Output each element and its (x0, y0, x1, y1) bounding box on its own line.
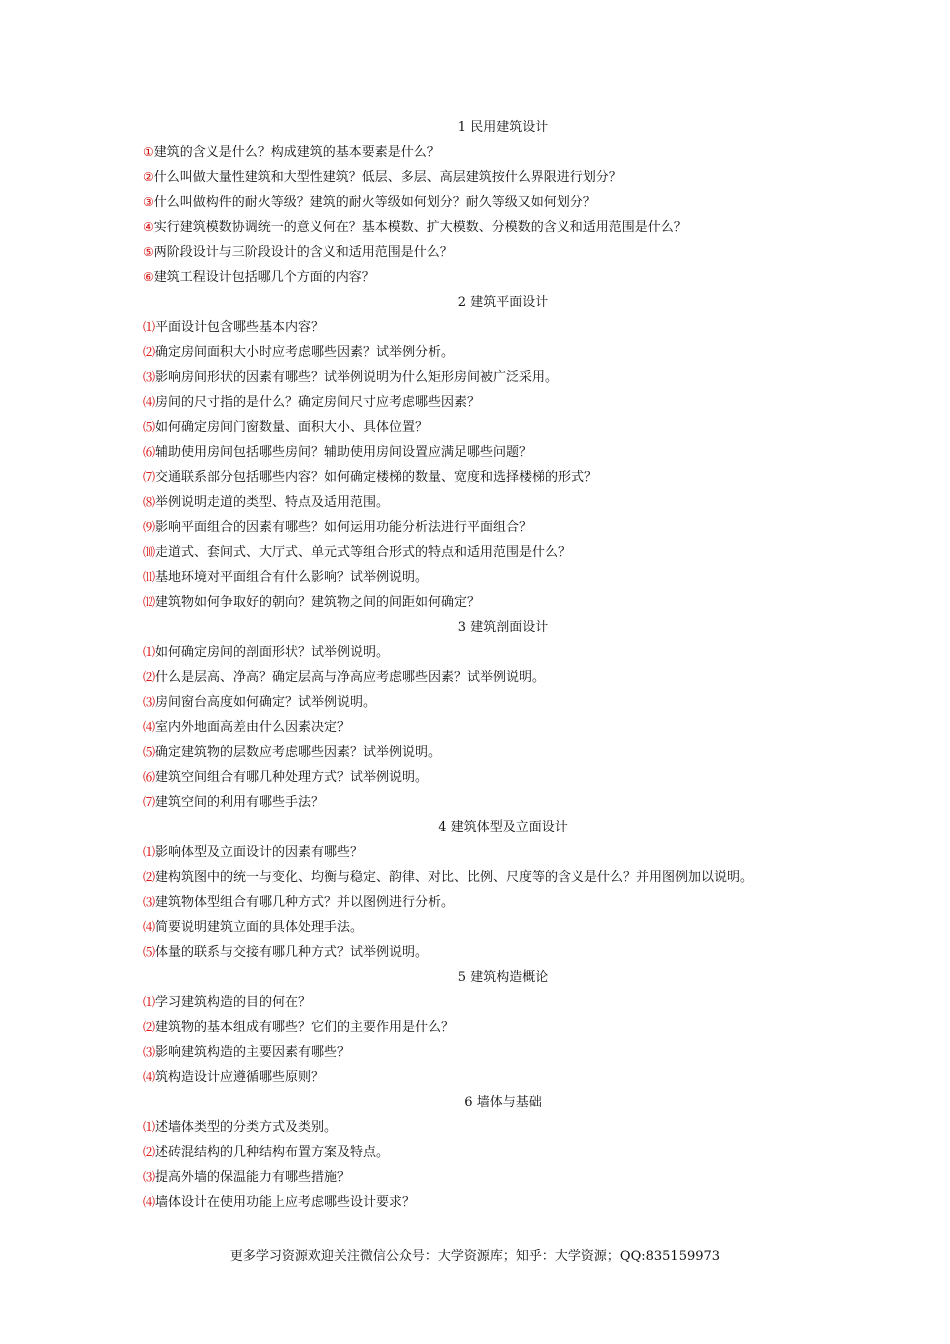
question-item (143, 515, 843, 540)
question-item (143, 490, 843, 515)
question-number: ⑺ (143, 795, 156, 809)
question-text: 室内外地面高差由什么因素决定？ (155, 720, 351, 735)
question-text: 如何确定房间的剖面形状？试举例说明。 (155, 645, 390, 660)
question-number: ⑶ (143, 1170, 156, 1184)
question-number: ⑷ (143, 1070, 156, 1084)
question-text: 墙体设计在使用功能上应考虑哪些设计要求？ (155, 1195, 416, 1210)
question-text: 房间窗台高度如何确定？试举例说明。 (155, 695, 377, 710)
question-text: 简要说明建筑立面的具体处理手法。 (155, 920, 364, 935)
question-text: 建筑物体型组合有哪几种方式？并以图例进行分析。 (155, 895, 455, 910)
question-number: ⑶ (143, 695, 156, 709)
question-text: 平面设计包含哪些基本内容？ (155, 320, 325, 335)
question-number: ⑵ (143, 1020, 156, 1034)
question-text: 两阶段设计与三阶段设计的含义和适用范围是什么？ (153, 245, 453, 260)
question-text: 什么叫做构件的耐火等级？建筑的耐火等级如何划分？耐久等级又如何划分？ (153, 195, 596, 210)
question-item (143, 365, 843, 390)
section-heading: 3 建筑剖面设计 (457, 620, 549, 635)
question-number: ⑴ (143, 845, 156, 859)
question-item (143, 440, 843, 465)
question-text: 体量的联系与交接有哪几种方式？试举例说明。 (155, 945, 429, 960)
question-item (143, 840, 843, 865)
question-text: 什么叫做大量性建筑和大型性建筑？低层、多层、高层建筑按什么界限进行划分？ (153, 170, 622, 185)
question-number: ⑷ (143, 395, 156, 409)
question-item (143, 1190, 843, 1215)
question-text: 影响体型及立面设计的因素有哪些？ (155, 845, 364, 860)
question-number: ⑤ (143, 245, 154, 259)
question-text: 建筑空间的利用有哪些手法？ (155, 795, 325, 810)
question-text: 辅助使用房间包括哪些房间？辅助使用房间设置应满足哪些问题？ (155, 445, 533, 460)
question-item (143, 1015, 843, 1040)
question-item (143, 140, 843, 165)
question-item (143, 865, 843, 890)
question-text: 述墙体类型的分类方式及类别。 (155, 1120, 338, 1135)
question-number: ⑷ (143, 920, 156, 934)
question-number: ⑹ (143, 770, 156, 784)
question-item (143, 915, 843, 940)
question-item (143, 665, 843, 690)
question-number: ⑴ (143, 995, 156, 1009)
question-number: ⑴ (143, 645, 156, 659)
question-item (143, 715, 843, 740)
footer-note: 更多学习资源欢迎关注微信公众号：大学资源库；知乎：大学资源；QQ:835159973 (229, 1249, 721, 1264)
question-number: ② (143, 170, 154, 184)
question-text: 建筑空间组合有哪几种处理方式？试举例说明。 (155, 770, 429, 785)
question-item (143, 465, 843, 490)
question-number: ⑾ (143, 570, 156, 584)
question-text: 述砖混结构的几种结构布置方案及特点。 (155, 1145, 390, 1160)
question-number: ⑽ (143, 545, 156, 559)
question-text: 交通联系部分包括哪些内容？如何确定楼梯的数量、宽度和选择楼梯的形式？ (155, 470, 598, 485)
question-number: ⑸ (143, 420, 156, 434)
question-text: 影响房间形状的因素有哪些？试举例说明为什么矩形房间被广泛采用。 (155, 370, 559, 385)
question-item (143, 640, 843, 665)
question-item (143, 1165, 843, 1190)
question-item (143, 415, 843, 440)
question-item (143, 240, 843, 265)
question-text: 什么是层高、净高？确定层高与净高应考虑哪些因素？试举例说明。 (155, 670, 546, 685)
question-item (143, 740, 843, 765)
question-text: 影响平面组合的因素有哪些？如何运用功能分析法进行平面组合？ (155, 520, 533, 535)
question-number: ⑵ (143, 1145, 156, 1159)
question-number: ⑹ (143, 445, 156, 459)
section-heading: 5 建筑构造概论 (457, 970, 549, 985)
question-number: ⑺ (143, 470, 156, 484)
question-number: ⑥ (143, 270, 154, 284)
question-item (143, 1140, 843, 1165)
question-number: ⑸ (143, 945, 156, 959)
question-number: ⑴ (143, 320, 156, 334)
question-number: ⑶ (143, 895, 156, 909)
question-text: 房间的尺寸指的是什么？确定房间尺寸应考虑哪些因素？ (155, 395, 481, 410)
question-number: ⑷ (143, 720, 156, 734)
question-text: 建筑物的基本组成有哪些？它们的主要作用是什么？ (155, 1020, 455, 1035)
question-item (143, 590, 843, 615)
question-item (143, 215, 843, 240)
question-item (143, 315, 843, 340)
question-number: ③ (143, 195, 154, 209)
question-text: 举例说明走道的类型、特点及适用范围。 (155, 495, 390, 510)
question-text: 建构筑图中的统一与变化、均衡与稳定、韵律、对比、比例、尺度等的含义是什么？并用图例加以说明。 (155, 870, 754, 885)
question-text: 确定房间面积大小时应考虑哪些因素？试举例分析。 (155, 345, 455, 360)
section-heading: 6 墙体与基础 (464, 1095, 542, 1110)
question-number: ⑵ (143, 670, 156, 684)
question-item (143, 565, 843, 590)
question-text: 学习建筑构造的目的何在？ (155, 995, 312, 1010)
question-item (143, 990, 843, 1015)
question-item (143, 690, 843, 715)
question-text: 建筑的含义是什么？构成建筑的基本要素是什么？ (153, 145, 440, 160)
question-item (143, 1115, 843, 1140)
question-number: ⑵ (143, 345, 156, 359)
question-text: 如何确定房间门窗数量、面积大小、具体位置？ (155, 420, 429, 435)
question-number: ⑵ (143, 870, 156, 884)
question-item (143, 390, 843, 415)
question-item (143, 890, 843, 915)
question-item (143, 540, 843, 565)
question-text: 提高外墙的保温能力有哪些措施？ (155, 1170, 351, 1185)
question-item (143, 165, 843, 190)
question-number: ⑸ (143, 745, 156, 759)
question-list (143, 115, 843, 1215)
question-number: ⑿ (143, 595, 156, 609)
question-text: 影响建筑构造的主要因素有哪些？ (155, 1045, 351, 1060)
question-item (143, 265, 843, 290)
question-item (143, 1040, 843, 1065)
question-text: 实行建筑模数协调统一的意义何在？基本模数、扩大模数、分模数的含义和适用范围是什么？ (153, 220, 687, 235)
question-item (143, 790, 843, 815)
question-text: 筑构造设计应遵循哪些原则？ (155, 1070, 325, 1085)
question-number: ① (143, 145, 154, 159)
question-text: 建筑物如何争取好的朝向？建筑物之间的间距如何确定？ (155, 595, 481, 610)
question-number: ⑷ (143, 1195, 156, 1209)
question-number: ⑻ (143, 495, 156, 509)
question-item (143, 940, 843, 965)
question-number: ⑼ (143, 520, 156, 534)
question-text: 确定建筑物的层数应考虑哪些因素？试举例说明。 (155, 745, 442, 760)
question-text: 建筑工程设计包括哪几个方面的内容？ (153, 270, 375, 285)
question-item (143, 1065, 843, 1090)
question-number: ⑶ (143, 370, 156, 384)
question-item (143, 340, 843, 365)
section-heading: 2 建筑平面设计 (457, 295, 549, 310)
section-heading: 4 建筑体型及立面设计 (438, 820, 568, 835)
section-heading: 1 民用建筑设计 (457, 120, 549, 135)
question-number: ⑴ (143, 1120, 156, 1134)
question-item (143, 190, 843, 215)
question-number: ⑶ (143, 1045, 156, 1059)
question-number: ④ (143, 220, 154, 234)
question-item (143, 765, 843, 790)
question-text: 基地环境对平面组合有什么影响？试举例说明。 (155, 570, 429, 585)
question-text: 走道式、套间式、大厅式、单元式等组合形式的特点和适用范围是什么？ (155, 545, 572, 560)
